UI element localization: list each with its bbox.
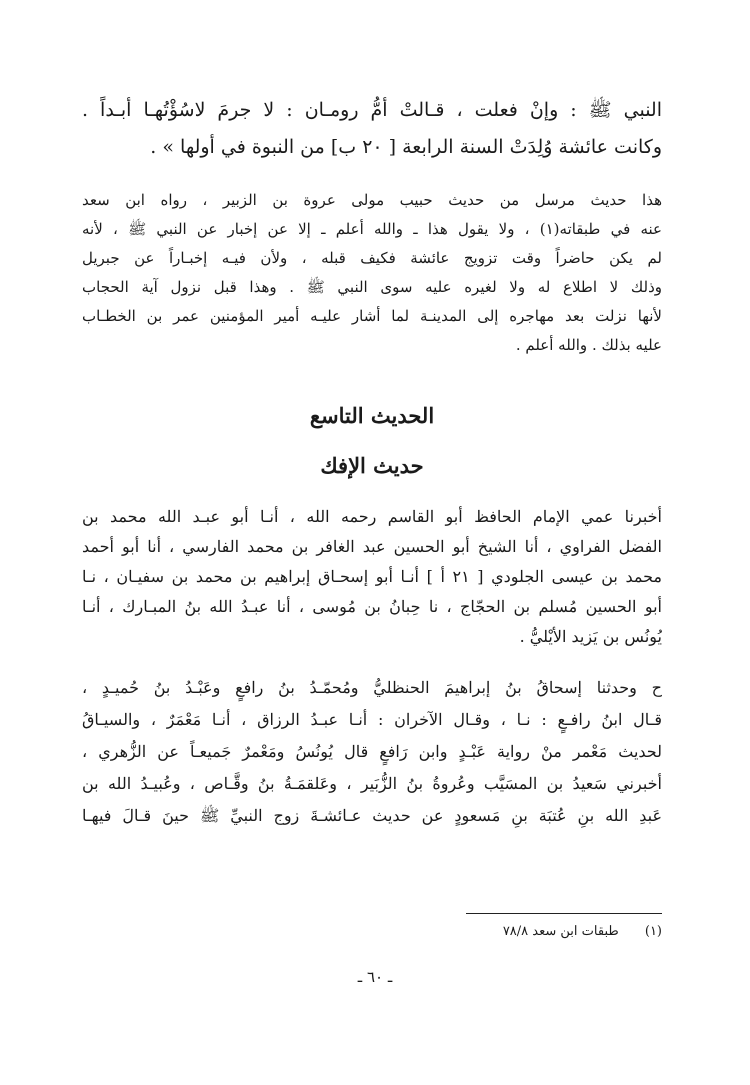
- page-number: ـ ٦٠ ـ: [357, 968, 393, 986]
- text-line: الفضل الفراوي ، أنا الشيخ أبو الحسين عبد الغافر بن محمد الفارسي ، أنا أبو أحمد: [82, 537, 662, 556]
- hadith-title: الحديث التاسع: [309, 403, 435, 428]
- text-line: ح وحدثنا إسحاقُ بنُ إبراهيمَ الحنظليُّ ومُحمّـدُ بنُ رافعٍ وعَبْـدُ بنُ حُميـدٍ ،: [82, 678, 662, 697]
- hadith-subtitle: حديث الإفك: [320, 453, 424, 478]
- intro-paragraph: [82, 92, 662, 166]
- footnote-divider: [466, 913, 662, 914]
- commentary-paragraph: [82, 186, 662, 360]
- text-line: لم يكن حاضراً وقت تزويج عائشة فكيف قبله ، ولأن فيـه إخبـاراً عن جبريل: [82, 249, 662, 267]
- text-line: أخبرني سَعيدُ بن المسَيَّب وعُروةُ بنُ الزُّبَير ، وعَلقمَـةُ بنُ وقَّـاص ، وعُبيـدُ الله بن: [82, 774, 662, 793]
- text-line: وذلك لا اطلاع له ولا لغيره عليه سوى النبي ﷺ . وهذا قبل نزول آية الحجاب: [82, 278, 662, 296]
- text-line: محمد بن عيسى الجلودي [ ٢١ أ ] أنـا أبو إسحـاق إبراهيم بن محمد بن سفيـان ، نـا: [82, 567, 662, 586]
- text-line: عَبدِ الله بنِ عُتبَة بنِ مَسعودٍ عن حديث عـائشـةَ زوج النبيِّ ﷺ حينَ قـالَ فيهـا: [82, 806, 662, 825]
- text-line: يُونُس بن يَزيد الأيْليُّ .: [519, 627, 662, 646]
- footnote-number: (١): [644, 924, 662, 939]
- text-line: عنه في طبقاته(١) ، ولا يقول هذا ـ والله أعلم ـ إلا عن إخبار عن النبي ﷺ ، لأنه: [82, 220, 662, 238]
- hadith-paragraph: [82, 672, 662, 832]
- footnote: [503, 922, 662, 942]
- text-line: أبو الحسين مُسلم بن الحجّاج ، نا حِبانُ بن مُوسى ، أنا عبـدُ الله بنُ المبـارك ، أنـا: [82, 597, 662, 616]
- footnote-text: طبقات ابن سعد ٧٨/٨: [502, 924, 619, 939]
- isnad-paragraph: [82, 502, 662, 652]
- text-line: أخبرنا عمي الإمام الحافظ أبو القاسم رحمه الله ، أنـا أبو عبـد الله محمد بن: [82, 507, 662, 526]
- text-line: عليه بذلك . والله أعلم .: [515, 336, 662, 354]
- text-line: قـال ابنُ رافـعٍ : نـا ، وقـال الآخران : أنـا عبـدُ الرزاق ، أنـا مَعْمَرٌ ، والسيـاقُ: [82, 710, 662, 729]
- text-line: وكانت عائشة وُلِدَتْ السنة الرابعة [ ٢٠ ب] من النبوة في أولها » .: [150, 136, 662, 158]
- text-line: لأنها نزلت بعد مهاجره إلى المدينـة لما أشار عليـه أمير المؤمنين عمر بن الخطـاب: [82, 307, 662, 325]
- text-line: لحديث مَعْمر منْ رواية عَبْـدٍ وابن رَافعٍ قال يُونُسُ ومَعْمرٌ جَميعـاً عن الزُّهري ،: [82, 742, 662, 761]
- text-line: هذا حديث مرسل من حديث حبيب مولى عروة بن الزبير ، رواه ابن سعد: [82, 191, 662, 209]
- text-line: النبي ﷺ : وإنْ فعلت ، قـالتْ أمُّ رومـان : لا جرمَ لاسُؤْتُهـا أبـداً .: [82, 99, 662, 121]
